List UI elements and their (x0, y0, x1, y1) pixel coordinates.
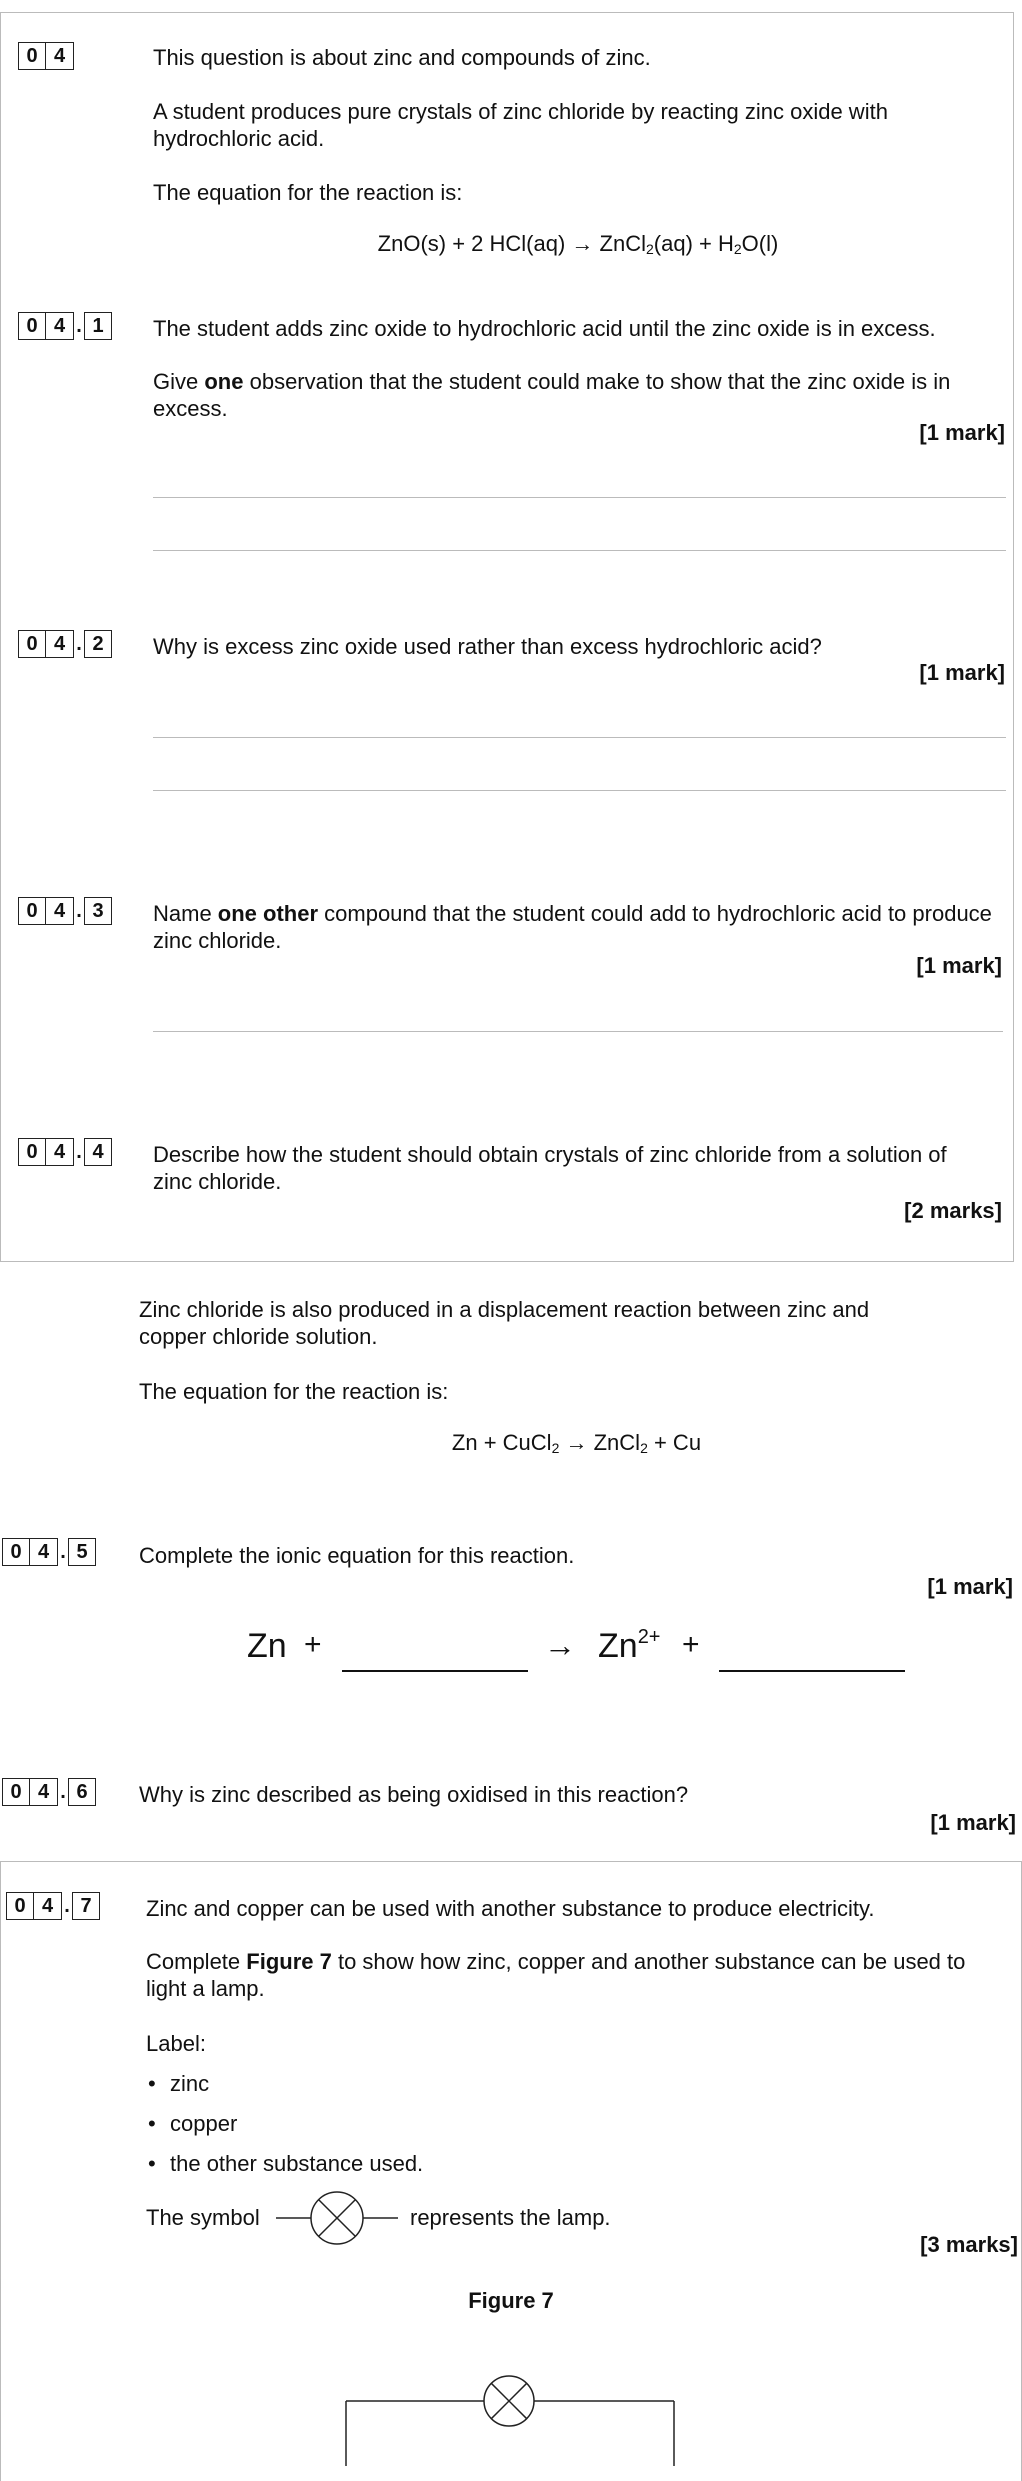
question-number-04-2: 0 4 . 2 (18, 630, 112, 658)
ionic-plus-2: + (682, 1628, 700, 1661)
reaction-equation: ZnO(s) + 2 HCl(aq) → ZnCl$_2$(aq) + $H_2O(l)$ (377, 231, 779, 257)
marks-04-4: [2 marks] (904, 1198, 1002, 1223)
figure-title: Figure 7 (468, 2288, 554, 2313)
lamp-icon (484, 2376, 534, 2426)
question-number-04-7: 0 4 . 7 (6, 1892, 100, 1920)
question-number-04-6: 0 4 . 6 (2, 1778, 96, 1806)
question-04-7-instruction: Complete Figure 7 to show how zinc, copper and another substance can be used to light a lamp. (146, 1949, 966, 2001)
marks-04-2: [1 mark] (919, 660, 1005, 685)
list-item: • the other substance used. (146, 2150, 646, 2190)
ionic-arrow: → (544, 1627, 576, 1663)
question-04-1-instruction: Give one observation that the student could make to show that the zinc oxide is in excess. (153, 369, 951, 421)
displacement-context: Zinc chloride is also produced in a displacement reaction between zinc and copper chloride solution. (139, 1297, 870, 1349)
answer-line[interactable] (153, 1031, 1003, 1032)
ionic-blank-2[interactable] (719, 1670, 905, 1672)
answer-line[interactable] (153, 737, 1006, 738)
ionic-zn: Zn (247, 1627, 287, 1665)
question-number-04-5: 0 4 . 5 (2, 1538, 96, 1566)
ionic-blank-1[interactable] (342, 1670, 528, 1672)
question-number-04-3: 0 4 . 3 (18, 897, 112, 925)
question-number-04: 0 4 (18, 42, 74, 70)
answer-line[interactable] (153, 790, 1006, 791)
marks-04-6: [1 mark] (930, 1810, 1016, 1835)
label-list (146, 2070, 646, 2190)
lamp-symbol-icon (274, 2190, 400, 2246)
question-04-6-text: Why is zinc described as being oxidised in this reaction? (139, 1782, 689, 1807)
marks-04-5: [1 mark] (927, 1574, 1013, 1599)
question-04-2-text: Why is excess zinc oxide used rather than excess hydrochloric acid? (153, 634, 822, 659)
question-04-3-text: Name one other compound that the student could add to hydrochloric acid to produce zinc chloride. (153, 901, 992, 953)
ionic-zn2plus: $Zn^{2+}$ (598, 1626, 661, 1665)
displacement-equation-intro: The equation for the reaction is: (139, 1379, 449, 1404)
marks-04-1: [1 mark] (919, 420, 1005, 445)
list-item: • zinc (146, 2070, 646, 2110)
question-04-4-text: Describe how the student should obtain crystals of zinc chloride from a solution of zinc chloride. (153, 1142, 947, 1194)
question-number-04-1: 0 4 . 1 (18, 312, 112, 340)
question-context: A student produces pure crystals of zinc chloride by reacting zinc oxide with hydrochloric acid. (153, 99, 888, 151)
question-04-1-text: The student adds zinc oxide to hydrochloric acid until the zinc oxide is in excess. (153, 316, 936, 341)
question-04-7-text: Zinc and copper can be used with another substance to produce electricity. (146, 1896, 875, 1921)
circuit-diagram[interactable] (340, 2366, 680, 2466)
equation-intro: The equation for the reaction is: (153, 180, 463, 205)
answer-line[interactable] (153, 497, 1006, 498)
question-intro: This question is about zinc and compounds of zinc. (153, 45, 651, 70)
marks-04-7: [3 marks] (920, 2232, 1018, 2257)
question-04-5-text: Complete the ionic equation for this reaction. (139, 1543, 575, 1568)
question-number-04-4: 0 4 . 4 (18, 1138, 112, 1166)
displacement-equation: Zn + CuCl$_2$ → ZnCl$_2$ + Cu (451, 1430, 702, 1456)
ionic-plus-1: + (304, 1628, 322, 1661)
marks-04-3: [1 mark] (916, 953, 1002, 978)
list-item: • copper (146, 2110, 646, 2150)
answer-line[interactable] (153, 550, 1006, 551)
symbol-text-after: represents the lamp. (410, 2205, 611, 2230)
label-heading: Label: (146, 2031, 206, 2056)
symbol-text-before: The symbol (146, 2205, 260, 2230)
